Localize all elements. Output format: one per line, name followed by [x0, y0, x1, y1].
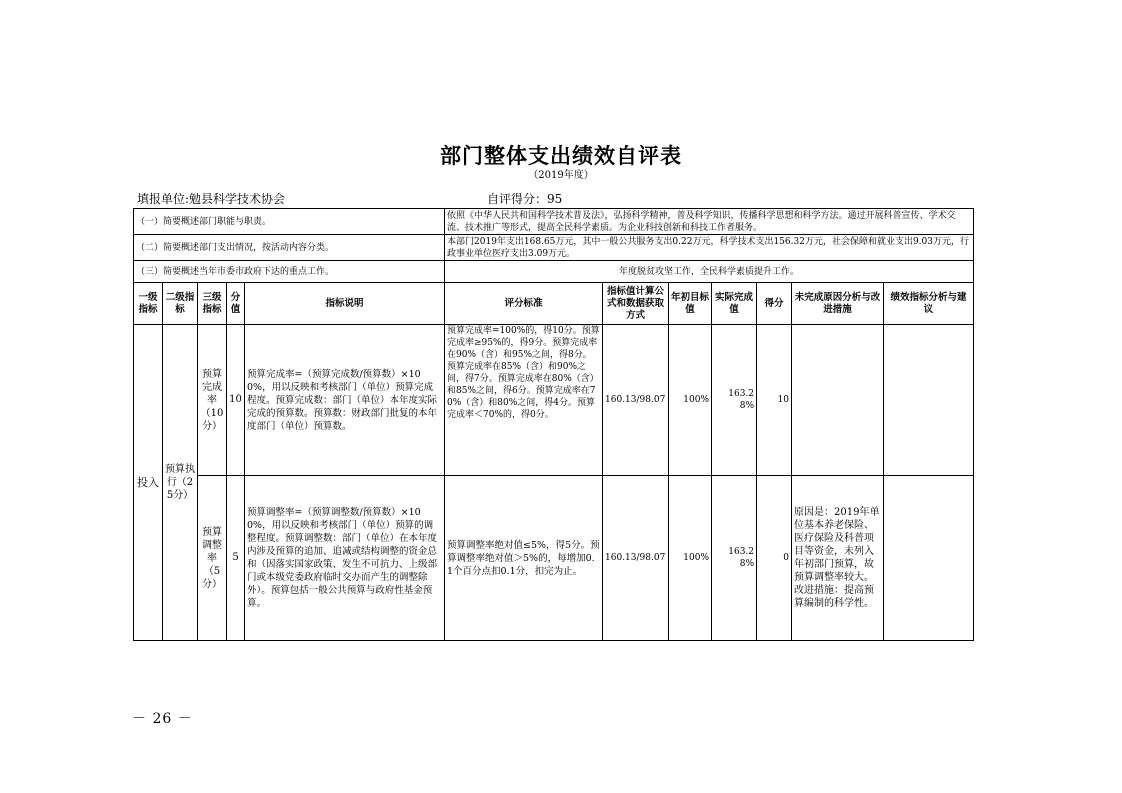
actual-cell: 163.28%	[712, 325, 757, 476]
header-cell: 未完成原因分析与改进措施	[792, 283, 884, 325]
header-cell: 年初目标值	[669, 283, 712, 325]
criteria-cell: 预算调整率绝对值≤5%，得5分。预算调整率绝对值＞5%的，每增加0.1个百分点扣0.1分，扣完为止。	[445, 476, 603, 641]
formula-cell: 160.13/98.07	[603, 325, 669, 476]
description-cell: 预算调整率=（预算调整数/预算数）×100%，用以反映和考核部门（单位）预算的调整程度。预算调整数：部门（单位）在本年度内涉及预算的追加、追减或结构调整的资金总和（因落实国家政策、发生不可抗力、上级部门或本级党委政府临时交办而产生的调整除外）。预算包括一般公共预算与政府性基金预算。	[245, 476, 445, 641]
level1-cell: 投入	[134, 325, 163, 641]
score-value-cell: 10	[227, 325, 245, 476]
header-row	[134, 283, 974, 325]
header-cell: 绩效指标分析与建议	[884, 283, 974, 325]
target-cell: 100%	[669, 476, 712, 641]
level3-cell: 预算调整率（5分）	[198, 476, 227, 641]
summary-label: （三）简要概述当年市委市政府下达的重点工作。	[134, 261, 445, 283]
level3-cell: 预算完成率（10分）	[198, 325, 227, 476]
reporting-unit: 填报单位:勉县科学技术协会	[137, 192, 286, 206]
summary-row	[134, 209, 974, 235]
obtained-score-cell: 0	[757, 476, 792, 641]
suggestion-cell	[884, 325, 974, 476]
report-year: （2019年度）	[528, 170, 594, 181]
header-cell: 二级指标	[163, 283, 198, 325]
header-cell: 评分标准	[445, 283, 603, 325]
page-title: 部门整体支出绩效自评表	[440, 144, 682, 168]
actual-cell: 163.28%	[712, 476, 757, 641]
table-row	[134, 476, 974, 641]
header-cell: 得分	[757, 283, 792, 325]
suggestion-cell	[884, 476, 974, 641]
header-cell: 一级指标	[134, 283, 163, 325]
header-cell: 实际完成值	[712, 283, 757, 325]
header-cell: 分值	[227, 283, 245, 325]
analysis-cell	[792, 325, 884, 476]
summary-row	[134, 261, 974, 283]
table-row	[134, 325, 974, 476]
target-cell: 100%	[669, 325, 712, 476]
header-cell: 三级指标	[198, 283, 227, 325]
summary-content: 年度脱贫攻坚工作，全民科学素质提升工作。	[445, 261, 974, 283]
summary-label: （一）简要概述部门职能与职责。	[134, 209, 445, 235]
obtained-score-cell: 10	[757, 325, 792, 476]
level2-cell: 预算执行（25分）	[163, 325, 198, 641]
self-evaluation-score: 自评得分：95	[487, 192, 563, 206]
summary-label: （二）简要概述部门支出情况，按活动内容分类。	[134, 235, 445, 261]
analysis-cell: 原因是：2019年单位基本养老保险、医疗保险及科普项目等资金，未列入年初部门预算，故预算调整率较大。改进措施：提高预算编制的科学性。	[792, 476, 884, 641]
summary-content: 本部门2019年支出168.65万元，其中一般公共服务支出0.22万元，科学技术支出156.32万元，社会保障和就业支出9.03万元，行政事业单位医疗支出3.09万元。	[445, 235, 974, 261]
summary-content: 依照《中华人民共和国科学技术普及法》，弘扬科学精神，普及科学知识，传播科学思想和科学方法。通过开展科普宣传、学术交流、技术推广等形式，提高全民科学素质。为企业科技创新和科技工作者服务。	[445, 209, 974, 235]
header-cell: 指标说明	[245, 283, 445, 325]
score-value-cell: 5	[227, 476, 245, 641]
summary-row	[134, 235, 974, 261]
formula-cell: 160.13/98.07	[603, 476, 669, 641]
page-number: － 26 －	[132, 711, 193, 727]
criteria-cell: 预算完成率=100%的，得10分。预算完成率≥95%的，得9分。预算完成率在90%（含）和95%之间，得8分。预算完成率在85%（含）和90%之间，得7分。预算完成率在80%（含）和85%之间，得6分。预算完成率在70%（含）和80%之间，得4分。预算完成率＜70%的，得0分。	[445, 325, 603, 476]
header-cell: 指标值计算公式和数据获取方式	[603, 283, 669, 325]
performance-table	[133, 208, 974, 641]
description-cell: 预算完成率=（预算完成数/预算数）×100%，用以反映和考核部门（单位）预算完成程度。预算完成数：部门（单位）本年度实际完成的预算数。预算数：财政部门批复的本年度部门（单位）预算数。	[245, 325, 445, 476]
